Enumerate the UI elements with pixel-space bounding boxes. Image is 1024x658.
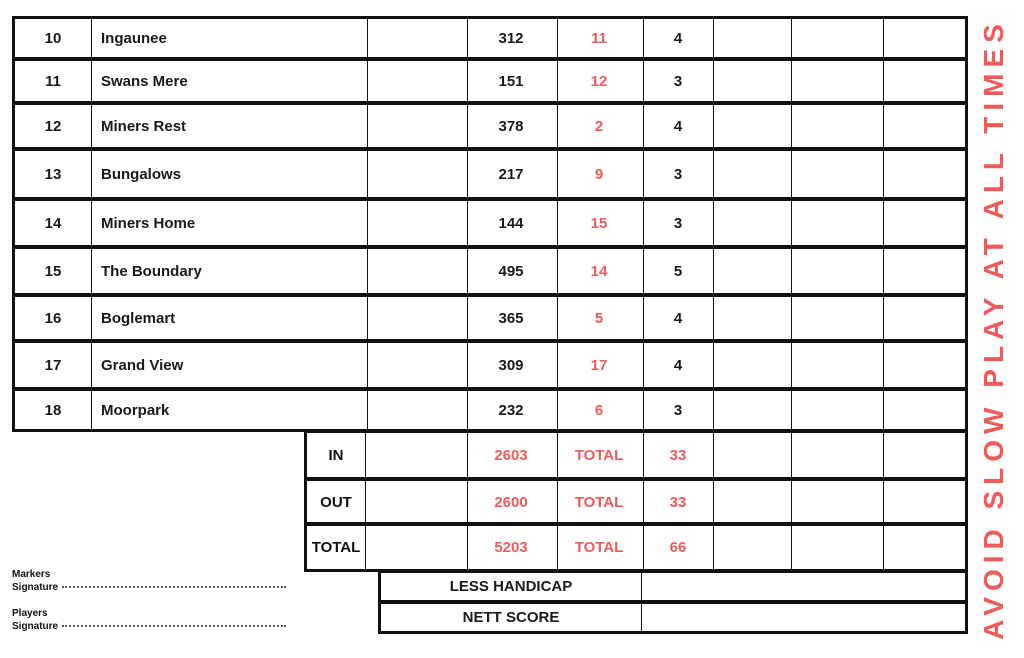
hole-yards: 217 bbox=[498, 165, 524, 183]
hole-name: Miners Rest bbox=[101, 117, 187, 135]
players-signature-line[interactable] bbox=[62, 625, 286, 627]
summary-par: 66 bbox=[669, 538, 687, 556]
summary-row-total bbox=[304, 522, 968, 572]
hole-stroke-index: 14 bbox=[590, 262, 608, 280]
hole-number: 13 bbox=[44, 165, 62, 183]
hole-yards: 144 bbox=[498, 214, 524, 232]
hole-yards: 378 bbox=[498, 117, 524, 135]
summary-label: IN bbox=[328, 446, 344, 464]
hole-number: 18 bbox=[44, 401, 62, 419]
hole-number: 14 bbox=[44, 214, 62, 232]
hole-par: 3 bbox=[673, 72, 683, 90]
summary-yards: 2600 bbox=[494, 493, 528, 511]
hole-par: 4 bbox=[673, 309, 683, 327]
hole-par: 3 bbox=[673, 401, 683, 419]
hole-stroke-index: 6 bbox=[594, 401, 604, 419]
hole-stroke-index: 12 bbox=[590, 72, 608, 90]
less-handicap-label: LESS HANDICAP bbox=[449, 578, 573, 595]
hole-yards: 495 bbox=[498, 262, 524, 280]
hole-name: Grand View bbox=[101, 356, 184, 374]
hole-stroke-index: 5 bbox=[594, 309, 604, 327]
hole-number: 15 bbox=[44, 262, 62, 280]
summary-total-label: TOTAL bbox=[574, 538, 624, 556]
hole-number: 11 bbox=[45, 72, 61, 90]
hole-stroke-index: 9 bbox=[594, 165, 604, 183]
summary-yards: 2603 bbox=[494, 446, 528, 464]
hole-number: 12 bbox=[44, 117, 62, 135]
hole-stroke-index: 17 bbox=[590, 356, 608, 374]
summary-label: TOTAL bbox=[311, 538, 361, 556]
hole-number: 17 bbox=[44, 356, 62, 374]
hole-yards: 309 bbox=[498, 356, 524, 374]
markers-signature-line[interactable] bbox=[62, 586, 286, 588]
less-handicap-row bbox=[378, 570, 968, 603]
table-row bbox=[12, 388, 968, 432]
table-row bbox=[12, 340, 968, 390]
hole-yards: 365 bbox=[498, 309, 524, 327]
hole-par: 4 bbox=[673, 356, 683, 374]
hole-name: Moorpark bbox=[101, 401, 170, 419]
summary-par: 33 bbox=[669, 493, 687, 511]
slow-play-slogan: AVOID SLOW PLAY AT ALL TIMES bbox=[978, 18, 1009, 640]
summary-par: 33 bbox=[669, 446, 687, 464]
players-signature-sublabel: Signature bbox=[12, 621, 59, 632]
hole-yards: 151 bbox=[498, 72, 524, 90]
table-row bbox=[12, 148, 968, 200]
players-signature-label: Players bbox=[12, 608, 48, 619]
hole-yards: 312 bbox=[498, 29, 524, 47]
markers-signature-label: Markers bbox=[12, 569, 51, 580]
hole-number: 10 bbox=[44, 29, 62, 47]
summary-total-label: TOTAL bbox=[574, 493, 624, 511]
table-row bbox=[12, 58, 968, 104]
hole-name: Boglemart bbox=[101, 309, 176, 327]
hole-stroke-index: 15 bbox=[590, 214, 608, 232]
summary-label: OUT bbox=[320, 493, 352, 511]
hole-par: 4 bbox=[673, 29, 683, 47]
hole-par: 5 bbox=[673, 262, 683, 280]
hole-number: 16 bbox=[44, 309, 62, 327]
summary-yards: 5203 bbox=[494, 538, 528, 556]
hole-stroke-index: 11 bbox=[591, 29, 607, 47]
hole-name: Miners Home bbox=[101, 214, 196, 232]
hole-name: Swans Mere bbox=[101, 72, 188, 90]
hole-yards: 232 bbox=[498, 401, 524, 419]
table-row bbox=[12, 102, 968, 150]
hole-stroke-index: 2 bbox=[594, 117, 604, 135]
hole-name: Bungalows bbox=[101, 165, 182, 183]
nett-score-row bbox=[378, 601, 968, 634]
hole-name: The Boundary bbox=[101, 262, 202, 280]
table-row bbox=[12, 198, 968, 248]
summary-row-out bbox=[304, 478, 968, 526]
markers-signature-sublabel: Signature bbox=[12, 582, 59, 593]
nett-score-label: NETT SCORE bbox=[462, 609, 560, 626]
hole-par: 4 bbox=[673, 117, 683, 135]
players-signature bbox=[12, 607, 286, 633]
summary-row-in bbox=[304, 430, 968, 480]
hole-par: 3 bbox=[673, 214, 683, 232]
summary-total-label: TOTAL bbox=[574, 446, 624, 464]
hole-par: 3 bbox=[673, 165, 683, 183]
table-row bbox=[12, 294, 968, 342]
markers-signature bbox=[12, 568, 286, 594]
table-row bbox=[12, 246, 968, 296]
table-row bbox=[12, 16, 968, 60]
hole-name: Ingaunee bbox=[101, 29, 167, 47]
